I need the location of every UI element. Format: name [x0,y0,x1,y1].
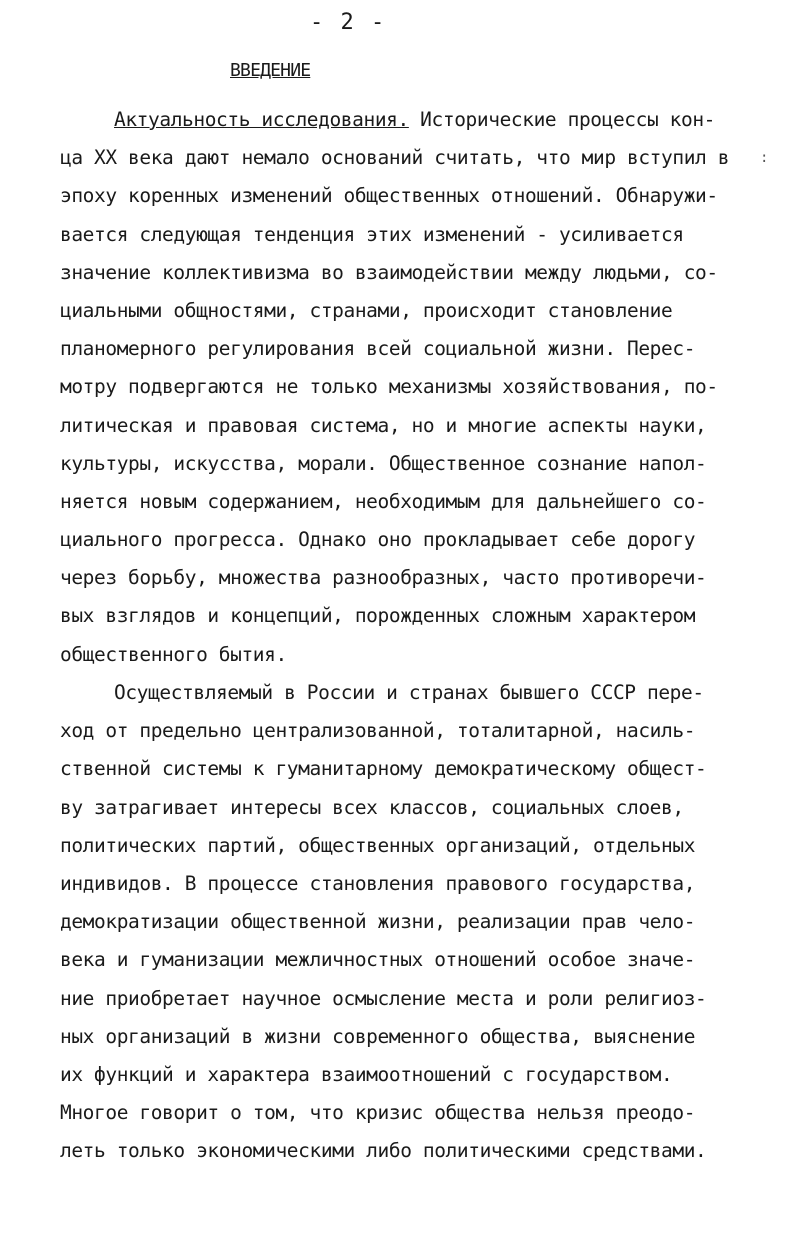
text-line: ние приобретает научное осмысление места и роли религиоз- [60,986,707,1010]
text-line: эпоху коренных изменений общественных отношений. Обнаружи- [60,184,718,208]
text-line: ственной системы к гуманитарному демократическому общест- [60,757,707,781]
paragraph-2 [60,674,760,1170]
text-line: демократизации общественной жизни, реализации прав чело- [60,910,696,934]
section-heading: ВВЕДЕНИЕ [230,60,311,81]
paragraph-1-first-line-rest: Исторические процессы кон- [408,108,716,131]
text-line: их функций и характера взаимоотношений с государством. [60,1062,673,1086]
text-line: ца XX века дают немало оснований считать, что мир вступил в [60,146,730,170]
paragraph-lead-phrase: Актуальность исследования. [114,108,409,131]
text-line: Многое говорит о том, что кризис общества нельзя преодо- [60,1101,696,1125]
text-line: литическая и правовая система, но и многие аспекты науки, [60,413,707,437]
text-line: ву затрагивает интересы всех классов, социальных слоев, [60,795,684,819]
margin-mark: : [760,150,769,166]
text-line: политических партий, общественных организаций, отдельных [60,833,696,857]
text-line: через борьбу, множества разнообразных, часто противоречи- [60,566,707,590]
page-number: - 2 - [310,10,387,35]
paragraph-2-first-line: Осуществляемый в России и странах бывшего СССР пере- [114,681,704,704]
paragraph-1 [60,101,760,674]
text-line: леть только экономическими либо политическими средствами. [60,1139,707,1163]
text-line: вых взглядов и концепций, порожденных сложным характером [60,604,696,628]
text-line: общественного бытия. [60,642,287,666]
text-line: вается следующая тенденция этих изменений - усиливается [60,222,684,246]
text-line: значение коллективизма во взаимодействии между людьми, со- [60,260,718,284]
text-line: няется новым содержанием, необходимым для дальнейшего со- [60,489,707,513]
text-line: культуры, искусства, морали. Общественное сознание напол- [60,451,707,475]
text-line: ных организаций в жизни современного общества, выяснение [60,1024,696,1048]
text-line: индивидов. В процессе становления правового государства, [60,871,696,895]
text-line: планомерного регулирования всей социальной жизни. Перес- [60,337,696,361]
paragraph-1-first-line [60,101,760,139]
text-line: мотру подвергаются не только механизмы хозяйствования, по- [60,375,718,399]
text-line: века и гуманизации межличностных отношений особое значе- [60,948,696,972]
text-line: циального прогресса. Однако оно прокладывает себе дорогу [60,528,696,552]
text-line: циальными общностями, странами, происходит становление [60,298,673,322]
text-line: ход от предельно централизованной, тоталитарной, насиль- [60,719,696,743]
